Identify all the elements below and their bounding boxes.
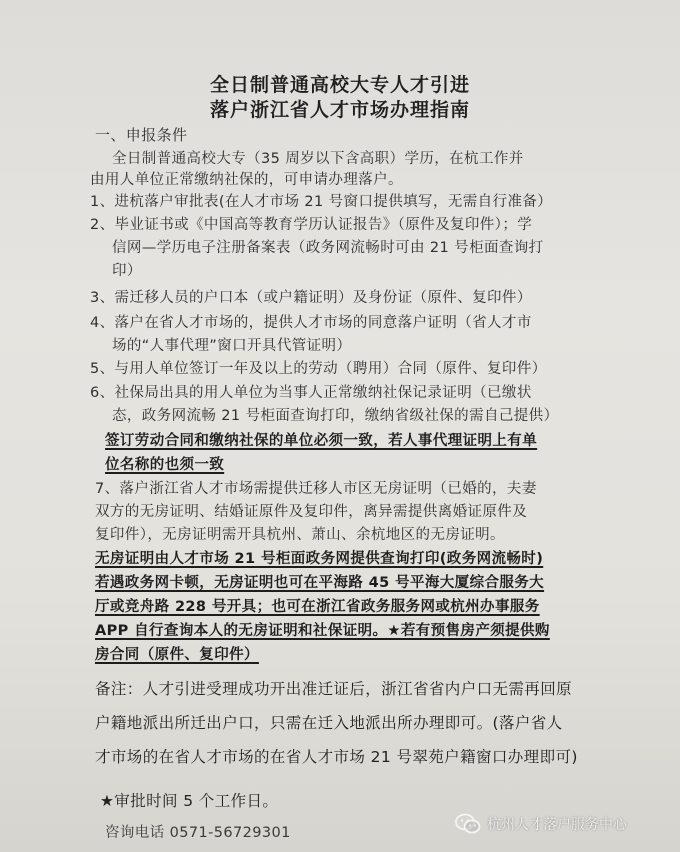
- item-7-line-1: 7、落户浙江省人才市场需提供迁移人市区无房证明（已婚的，夫妻: [95, 481, 537, 497]
- item-3: 3、需迁移人员的户口本（或户籍证明）及身份证（原件、复印件）: [90, 290, 532, 306]
- intro-line-1: 全日制普通高校大专（35 周岁以下含高职）学历，在杭工作并: [112, 151, 524, 167]
- housing-proof-line-4: APP 自行查询本人的无房证明和社保证明。★若有预售房产须提供购: [95, 623, 550, 639]
- approval-time: ★审批时间 5 个工作日。: [100, 792, 279, 810]
- wechat-icon: [455, 813, 481, 835]
- doc-title-line-2: 落户浙江省人才市场办理指南: [209, 99, 470, 121]
- item-1: 1、进杭落户审批表(在人才市场 21 号窗口提供填写，无需自行准备）: [90, 194, 553, 210]
- item-2-line-1: 2、毕业证书或《中国高等教育学历认证报告》（原件及复印件）；学: [90, 217, 533, 233]
- watermark: [455, 812, 627, 836]
- contact-phone: 咨询电话 0571-56729301: [105, 825, 291, 841]
- item-5: 5、与用人单位签订一年及以上的劳动（聘用）合同（原件、复印件）: [90, 361, 547, 377]
- warning-line-2: 位名称的也须一致: [105, 457, 225, 473]
- item-6-line-2: 态，政务网流畅 21 号柜面查询打印，缴纳省级社保的需自己提供）: [112, 408, 559, 424]
- item-2-line-2: 信网—学历电子注册备案表（政务网流畅时可由 21 号柜面查询打: [112, 240, 544, 256]
- note-line-2: 户籍地派出所迁出户口，只需在迁入地派出所办理即可。(落户省人: [95, 714, 563, 732]
- note-line-3: 才市场的在省人才市场的在省人才市场 21 号翠苑户籍窗口办理即可): [95, 748, 578, 766]
- section-heading: 一、申报条件: [95, 126, 188, 144]
- housing-proof-line-5: 房合同（原件、复印件）: [95, 647, 259, 663]
- item-7-line-2: 双方的无房证明、结婚证原件及复印件，离异需提供离婚证原件及: [95, 504, 528, 520]
- item-4-line-1: 4、落户在省人才市场的，提供人才市场的同意落户证明（省人才市: [90, 315, 532, 331]
- item-4-line-2: 场的“人事代理”窗口开具代管证明）: [112, 338, 352, 354]
- note-line-1: 备注：人才引进受理成功开出准迁证后，浙江省省内户口无需再回原: [95, 680, 573, 698]
- item-6-line-1: 6、社保局出具的用人单位为当事人正常缴纳社保记录证明（已缴状: [90, 385, 532, 401]
- item-2-line-3: 印）: [112, 263, 142, 279]
- housing-proof-line-2: 若遇政务网卡顿，无房证明也可在平海路 45 号平海大厦综合服务大: [95, 575, 545, 591]
- warning-line-1: 签订劳动合同和缴纳社保的单位必须一致，若人事代理证明上有单: [105, 433, 538, 449]
- housing-proof-line-1: 无房证明由人才市场 21 号柜面政务网提供查询打印(政务网流畅时): [95, 551, 544, 567]
- housing-proof-line-3: 厅或竞舟路 228 号开具；也可在浙江省政务服务网或杭州办事服务: [95, 599, 540, 615]
- item-7-line-3: 复印件），无房证明需开具杭州、萧山、余杭地区的无房证明。: [95, 527, 505, 543]
- watermark-text: 杭州人才落户服务中心: [487, 817, 627, 833]
- doc-title-line-1: 全日制普通高校大专人才引进: [209, 74, 470, 96]
- intro-line-2: 由用人单位正常缴纳社保的，可申请办理落户。: [90, 172, 403, 188]
